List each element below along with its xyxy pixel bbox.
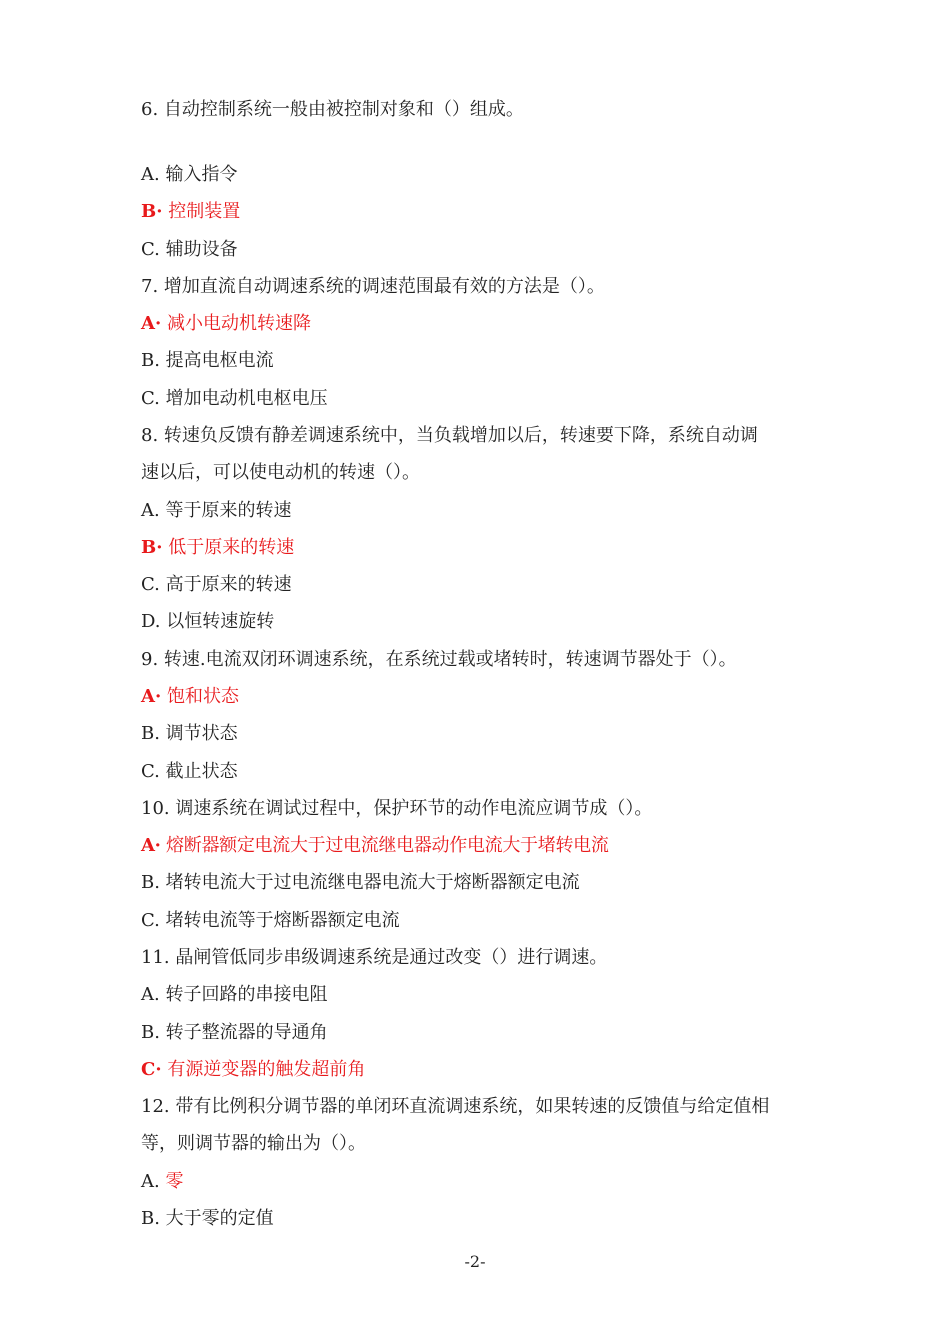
question-12-option-a-answer: A. 零 bbox=[141, 1171, 184, 1192]
question-7-stem: 7. 增加直流自动调速系统的调速范围最有效的方法是（）。 bbox=[141, 276, 605, 297]
question-12-option-b: B. 大于零的定值 bbox=[141, 1208, 274, 1229]
question-7-option-a-answer: A· 减小电动机转速降 bbox=[141, 313, 311, 334]
question-10-option-a-answer: A· 熔断器额定电流大于过电流继电器动作电流大于堵转电流 bbox=[141, 835, 609, 856]
question-11-option-a: A. 转子回路的串接电阻 bbox=[141, 984, 328, 1005]
question-10-option-c: C. 堵转电流等于熔断器额定电流 bbox=[141, 910, 400, 931]
question-6-stem: 6. 自动控制系统一般由被控制对象和（）组成。 bbox=[141, 99, 524, 120]
question-9-option-b: B. 调节状态 bbox=[141, 723, 238, 744]
question-6-option-b-answer: B· 控制装置 bbox=[141, 201, 241, 222]
question-6-option-c: C. 辅助设备 bbox=[141, 239, 238, 260]
question-9-option-a-answer: A· 饱和状态 bbox=[141, 686, 239, 707]
question-8-stem-line-1: 8. 转速负反馈有静差调速系统中，当负载增加以后，转速要下降，系统自动调 bbox=[141, 425, 758, 446]
question-7-option-b: B. 提高电枢电流 bbox=[141, 350, 274, 371]
page-number: -2- bbox=[464, 1252, 486, 1271]
question-8-option-c: C. 高于原来的转速 bbox=[141, 574, 292, 595]
question-7-option-c: C. 增加电动机电枢电压 bbox=[141, 388, 328, 409]
question-10-option-b: B. 堵转电流大于过电流继电器电流大于熔断器额定电流 bbox=[141, 872, 580, 893]
question-9-stem: 9. 转速.电流双闭环调速系统，在系统过载或堵转时，转速调节器处于（）。 bbox=[141, 649, 737, 670]
question-8-stem-line-2: 速以后，可以使电动机的转速（）。 bbox=[141, 462, 420, 483]
question-10-stem: 10. 调速系统在调试过程中，保护环节的动作电流应调节成（）。 bbox=[141, 798, 653, 819]
question-11-option-b: B. 转子整流器的导通角 bbox=[141, 1022, 328, 1043]
question-6-option-a: A. 输入指令 bbox=[141, 164, 238, 185]
question-8-option-a: A. 等于原来的转速 bbox=[141, 500, 292, 521]
question-12-stem-line-2: 等，则调节器的输出为（）。 bbox=[141, 1133, 366, 1154]
question-8-option-d: D. 以恒转速旋转 bbox=[141, 611, 275, 632]
question-11-option-c-answer: C· 有源逆变器的触发超前角 bbox=[141, 1059, 366, 1080]
question-8-option-b-answer: B· 低于原来的转速 bbox=[141, 537, 295, 558]
question-9-option-c: C. 截止状态 bbox=[141, 761, 238, 782]
question-11-stem: 11. 晶闸管低同步串级调速系统是通过改变（）进行调速。 bbox=[141, 947, 608, 968]
question-12-stem-line-1: 12. 带有比例积分调节器的单闭环直流调速系统，如果转速的反馈值与给定值相 bbox=[141, 1096, 770, 1117]
